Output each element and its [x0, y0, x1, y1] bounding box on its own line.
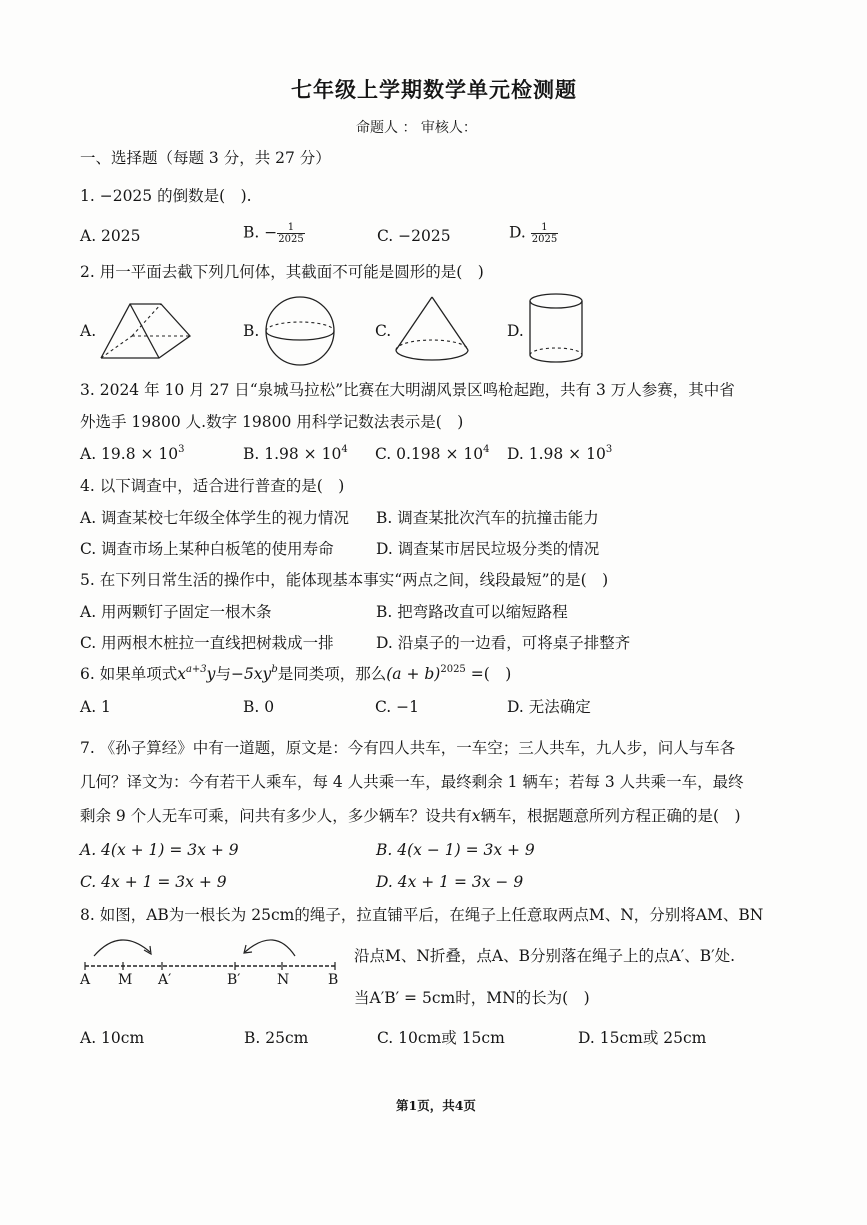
q8-option-d: D. 15cm或 25cm — [578, 1029, 707, 1047]
q7-option-c: C. 4x + 1 = 3x + 9 — [80, 873, 227, 891]
byline: 命题人 ： 审核人： — [356, 120, 477, 136]
sphere-figure — [262, 295, 338, 367]
q6-option-b: B. 0 — [243, 698, 275, 716]
label-a: A — [80, 972, 91, 988]
q3-line1: 3. 2024 年 10 月 27 日“泉城马拉松”比赛在大明湖风景区鸣枪起跑，共有 3 万人参赛，其中省 — [80, 381, 735, 399]
q2-option-c: C. — [375, 322, 392, 340]
q3-option-a: A. $19.8 \times 10^3$ — [80, 444, 185, 463]
q1-option-d: D. $\frac{1}{2025}$ — [509, 222, 558, 245]
label-b-prime: B′ — [227, 972, 241, 988]
q7-line3: 剩余 9 个人无车可乘，问共有多少人，多少辆车？设共有x辆车，根据题意所列方程正确的是( ) — [80, 807, 741, 825]
q1-option-a: A. 2025 — [80, 227, 141, 245]
cylinder-figure — [527, 291, 585, 369]
q4-option-d: D. 调查某市居民垃圾分类的情况 — [376, 540, 600, 558]
section-heading: 一、选择题（每题 3 分，共 27 分） — [80, 149, 331, 167]
q2-option-b: B. — [243, 322, 260, 340]
q5-option-b: B. 把弯路改直可以缩短路程 — [376, 603, 568, 621]
q2-option-d: D. — [507, 322, 524, 340]
q3-option-c: C. $0.198 \times 10^4$ — [375, 444, 490, 463]
q8-line3: 当A′B′ = 5cm时，MN的长为( ) — [354, 989, 590, 1007]
q1-stem: 1. −2025 的倒数是( ). — [80, 187, 252, 205]
q7-option-d: D. 4x + 1 = 3x − 9 — [376, 873, 524, 891]
label-a-prime: A′ — [158, 972, 172, 988]
q6-option-a: A. 1 — [80, 698, 111, 716]
q5-option-a: A. 用两颗钉子固定一根木条 — [80, 603, 272, 621]
q4-option-b: B. 调查某批次汽车的抗撞击能力 — [376, 509, 599, 527]
q5-stem: 5. 在下列日常生活的操作中，能体现基本事实“两点之间，线段最短”的是( ) — [80, 571, 609, 589]
q8-line1: 8. 如图，AB为一根长为 25cm的绳子，拉直铺平后，在绳子上任意取两点M、N，分别将AM、BN — [80, 906, 764, 924]
label-b: B — [328, 972, 339, 988]
q3-option-d: D. $1.98 \times 10^3$ — [507, 444, 613, 463]
q7-line1: 7. 《孙子算经》中有一道题，原文是：今有四人共车，一车空；三人共车，九人步，问人与车各 — [80, 739, 736, 757]
q1-option-c: C. −2025 — [377, 227, 451, 245]
q5-option-d: D. 沿桌子的一边看，可将桌子排整齐 — [376, 634, 631, 652]
label-n: N — [277, 972, 290, 988]
triangular-prism-figure — [98, 292, 193, 367]
q6-option-d: D. 无法确定 — [507, 698, 591, 716]
q8-option-b: B. 25cm — [244, 1029, 309, 1047]
rope-fold-figure — [80, 928, 350, 978]
q7-option-b: B. 4(x − 1) = 3x + 9 — [376, 841, 535, 859]
q2-option-a: A. — [80, 322, 97, 340]
q8-option-a: A. 10cm — [80, 1029, 145, 1047]
q5-option-c: C. 用两根木桩拉一直线把树栽成一排 — [80, 634, 334, 652]
cone-figure — [393, 294, 471, 366]
page-number: 第1页，共4页 — [396, 1098, 476, 1113]
q8-option-c: C. 10cm或 15cm — [377, 1029, 505, 1047]
q8-line2: 沿点M、N折叠，点A、B分别落在绳子上的点A′、B′处. — [354, 947, 736, 965]
q1-option-b: B. − $\frac{1}{2025}$ — [243, 222, 304, 245]
label-m: M — [118, 972, 133, 988]
q3-line2: 外选手 19800 人.数字 19800 用科学记数法表示是( ) — [80, 413, 464, 431]
q6-stem: 6. 如果单项式$x^{a+3}y$与$-5xy^b$是同类项，那么$(a + b)^{2025}$ =( ) — [80, 664, 512, 683]
q4-option-c: C. 调查市场上某种白板笔的使用寿命 — [80, 540, 334, 558]
q2-stem: 2. 用一平面去截下列几何体，其截面不可能是圆形的是( ) — [80, 263, 484, 281]
page-title: 七年级上学期数学单元检测题 — [291, 77, 577, 102]
fraction: $\frac{1}{2025}$ — [531, 222, 558, 245]
q4-stem: 4. 以下调查中，适合进行普查的是( ) — [80, 477, 345, 495]
q4-option-a: A. 调查某校七年级全体学生的视力情况 — [80, 509, 350, 527]
q3-option-b: B. $1.98 \times 10^4$ — [243, 444, 348, 463]
q7-line2: 几何？译文为：今有若干人乘车，每 4 人共乘一车，最终剩余 1 辆车；若每 3 人共乘一车，最终 — [80, 773, 744, 791]
q6-option-c: C. −1 — [375, 698, 420, 716]
fraction: $\frac{1}{2025}$ — [278, 222, 304, 245]
q7-option-a: A. 4(x + 1) = 3x + 9 — [80, 841, 239, 859]
